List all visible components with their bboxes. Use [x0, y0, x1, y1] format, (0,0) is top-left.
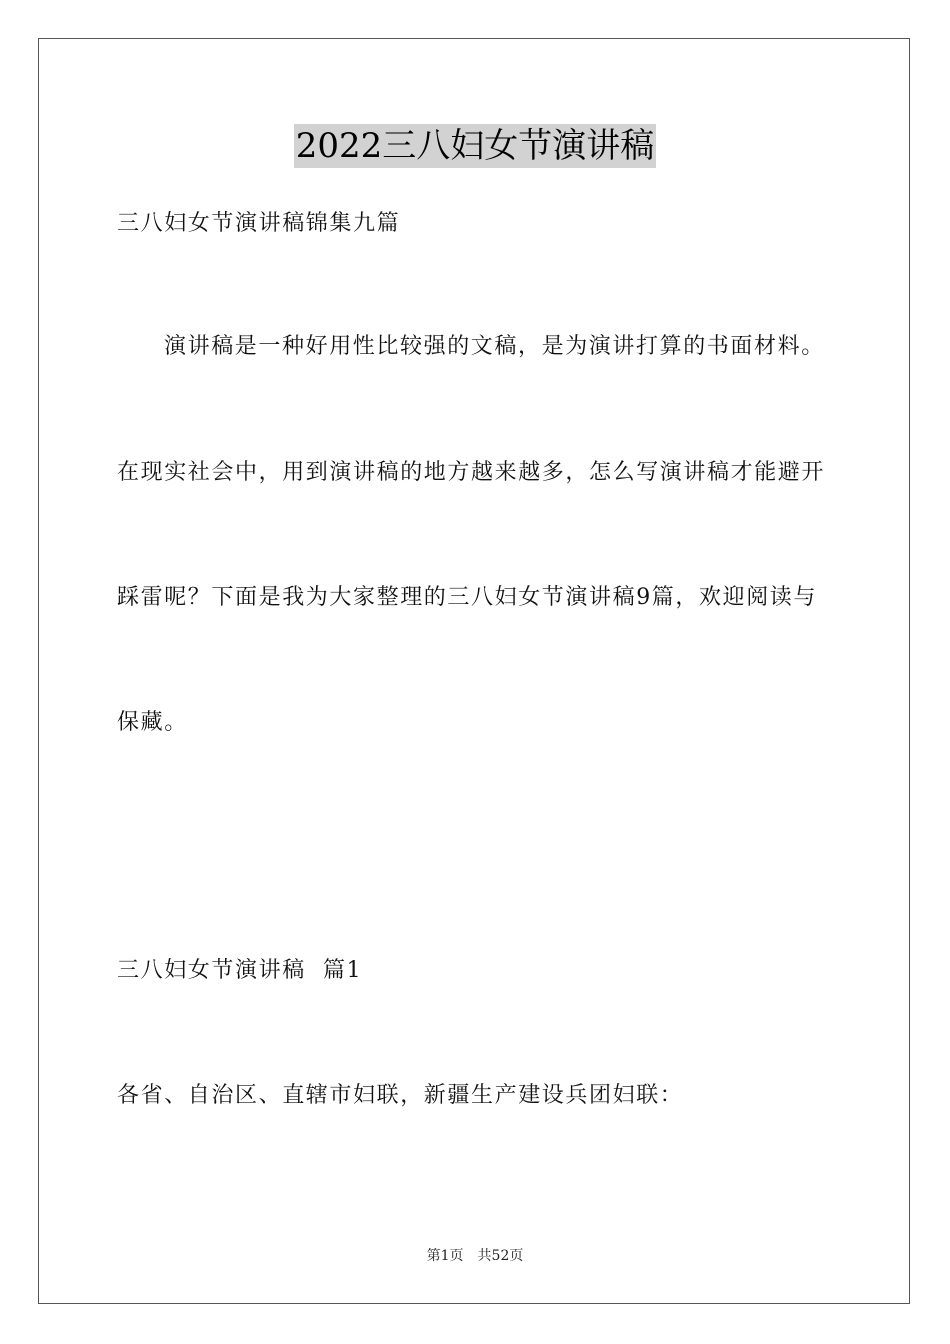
document-title: 2022三八妇女节演讲稿	[295, 126, 655, 166]
intro-line-3: 踩雷呢？下面是我为大家整理的三八妇女节演讲稿9篇，欢迎阅读与	[117, 585, 817, 610]
page-number-current: 第1页	[426, 1248, 464, 1264]
intro-line-4: 保藏。	[117, 710, 188, 735]
title-container	[0, 124, 950, 168]
page-number-total: 共52页	[477, 1248, 524, 1264]
intro-line-2: 在现实社会中，用到演讲稿的地方越来越多，怎么写演讲稿才能避开	[117, 460, 826, 485]
document-subtitle: 三八妇女节演讲稿锦集九篇	[117, 211, 401, 236]
page-footer	[0, 1246, 950, 1266]
section-heading: 三八妇女节演讲稿 篇1	[117, 958, 363, 983]
salutation: 各省、自治区、直辖市妇联，新疆生产建设兵团妇联：	[117, 1083, 684, 1108]
intro-line-1: 演讲稿是一种好用性比较强的文稿，是为演讲打算的书面材料。	[164, 334, 825, 359]
